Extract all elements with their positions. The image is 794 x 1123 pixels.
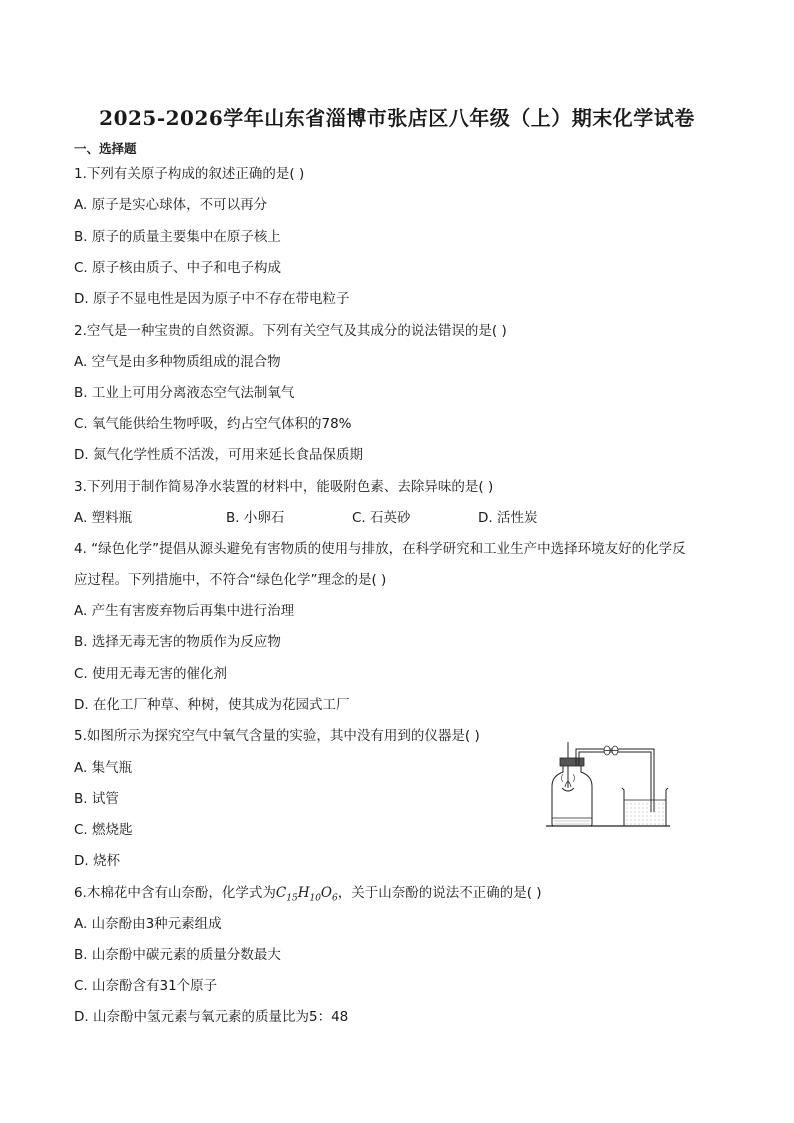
question-2-option-c: C. 氧气能供给生物呼吸，约占空气体积的78% [74,416,352,432]
question-1-option-d: D. 原子不显电性是因为原子中不存在带电粒子 [74,291,350,307]
question-4-option-c: C. 使用无毒无害的催化剂 [74,666,228,682]
question-2-option-d: D. 氮气化学性质不活泼，可用来延长食品保质期 [74,447,363,463]
question-3-option-c: C. 石英砂 [352,510,411,526]
question-6-stem-pre: 6.木棉花中含有山奈酚，化学式为 [74,885,276,901]
oxygen-experiment-figure [546,736,670,830]
question-1-option-a: A. 原子是实心球体，不可以再分 [74,197,268,213]
question-5-option-c: C. 燃烧匙 [74,822,133,838]
question-3-option-a: A. 塑料瓶 [74,510,133,526]
question-3-option-b: B. 小卵石 [226,510,285,526]
question-3-stem: 3.下列用于制作简易净水装置的材料中，能吸附色素、去除异味的是( ) [74,479,494,495]
question-6-stem [74,884,542,908]
question-5-option-d: D. 烧杯 [74,853,120,869]
question-2-option-b: B. 工业上可用分离液态空气法制氧气 [74,385,295,401]
question-5-stem: 5.如图所示为探究空气中氧气含量的实验，其中没有用到的仪器是( ) [74,728,480,744]
question-4-stem-line-2: 应过程。下列措施中，不符合“绿色化学”理念的是( ) [74,572,387,588]
question-6-stem-post: ，关于山奈酚的说法不正确的是( ) [337,885,542,901]
question-5-option-a: A. 集气瓶 [74,760,133,776]
question-6-option-d: D. 山奈酚中氢元素与氧元素的质量比为5：48 [74,1009,349,1025]
question-1-stem: 1.下列有关原子构成的叙述正确的是( ) [74,166,305,182]
question-4-option-a: A. 产生有害废弃物后再集中进行治理 [74,603,295,619]
question-4-stem-line-1: 4. “绿色化学”提倡从源头避免有害物质的使用与排放，在科学研究和工业生产中选择环境友好的化学反 [74,541,686,557]
kaempferol-formula: $C_{15}H_{10}O_6$ [275,885,338,904]
question-6-option-a: A. 山奈酚由3种元素组成 [74,916,222,932]
question-6-option-b: B. 山奈酚中碳元素的质量分数最大 [74,947,281,963]
question-1-option-c: C. 原子核由质子、中子和电子构成 [74,260,282,276]
question-6-option-c: C. 山奈酚含有31个原子 [74,978,218,994]
exam-title: 2025-2026学年山东省淄博市张店区八年级（上）期末化学试卷 [99,106,695,130]
section-heading: 一、选择题 [74,141,137,156]
question-3-options [74,509,537,527]
question-5-option-b: B. 试管 [74,791,119,807]
question-2-stem: 2.空气是一种宝贵的自然资源。下列有关空气及其成分的说法错误的是( ) [74,323,507,339]
question-3-option-d: D. 活性炭 [478,510,538,526]
question-1-option-b: B. 原子的质量主要集中在原子核上 [74,229,281,245]
question-2-option-a: A. 空气是由多种物质组成的混合物 [74,354,281,370]
question-4-option-d: D. 在化工厂种草、种树，使其成为花园式工厂 [74,697,350,713]
question-4-option-b: B. 选择无毒无害的物质作为反应物 [74,634,281,650]
